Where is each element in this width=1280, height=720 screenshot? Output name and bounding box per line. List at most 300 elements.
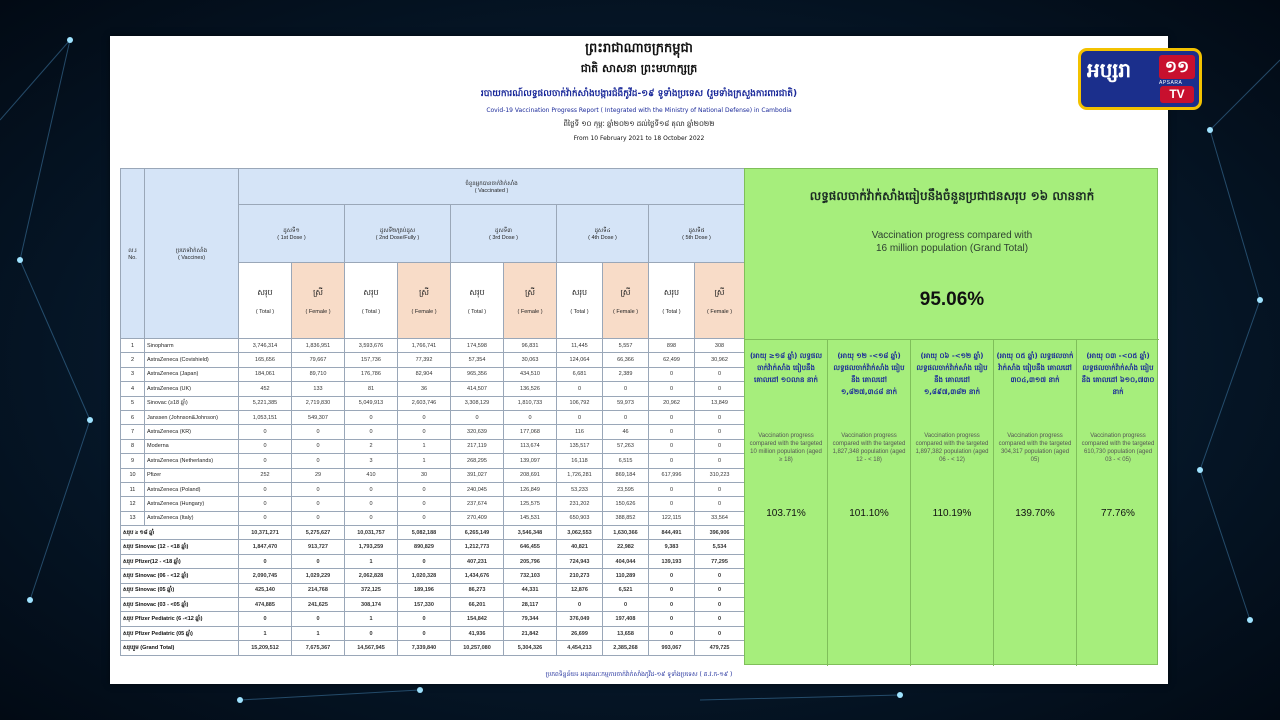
cell-value: 0: [239, 439, 292, 453]
cell-value: 0: [398, 425, 451, 439]
cell-value: 14,567,945: [345, 641, 398, 655]
subtotal-row: [121, 526, 745, 540]
cell-value: 0: [504, 410, 557, 424]
cell-value: 66,201: [451, 598, 504, 612]
cell-value: 4,454,213: [557, 641, 603, 655]
progress-title-khmer: លទ្ធផលចាក់វ៉ាក់សាំងធៀបនឹងចំនួនប្រជាជនសរុប ១៦ លាននាក់: [809, 189, 1095, 203]
cell-value: 20,962: [649, 396, 695, 410]
cell-value: 33,564: [695, 511, 745, 525]
cell-value: 479,725: [695, 641, 745, 655]
cell-value: 0: [292, 612, 345, 626]
table-row: [121, 367, 745, 381]
table-row: [121, 511, 745, 525]
age-group-label-khmer: (អាយុ ១២ -<១៨ ឆ្នាំ) លទ្ធផលចាក់វ៉ាក់សាំង ធៀបនឹង គោលដៅ ១,៨២៧,៣៤៨ នាក់: [833, 352, 905, 396]
cell-value: 0: [649, 626, 695, 640]
age-group-label-khmer: (អាយុ ≥១៨ ឆ្នាំ) លទ្ធផលចាក់វ៉ាក់សាំង ធៀបនឹង គោលដៅ ១០លាន នាក់: [749, 352, 823, 384]
row-number: 5: [121, 396, 145, 410]
cell-value: 1: [398, 439, 451, 453]
cell-value: 116: [557, 425, 603, 439]
cell-value: 0: [649, 454, 695, 468]
cell-value: 177,068: [504, 425, 557, 439]
cell-value: 57,354: [451, 353, 504, 367]
cell-value: 3,746,314: [239, 339, 292, 353]
cell-value: 1: [345, 554, 398, 568]
cell-value: 0: [695, 454, 745, 468]
cell-value: 0: [695, 626, 745, 640]
cell-value: 77,295: [695, 554, 745, 568]
cell-value: 0: [649, 410, 695, 424]
total-subheader: សរុប ( Total ): [345, 263, 398, 339]
cell-value: 0: [695, 497, 745, 511]
cell-value: 0: [649, 497, 695, 511]
cell-value: 133: [292, 382, 345, 396]
cell-value: 890,829: [398, 540, 451, 554]
age-group-percent: 139.70%: [1015, 508, 1055, 519]
subtotal-label: សរុប Sinovac (12 - <18 ឆ្នាំ): [121, 540, 239, 554]
age-group-percent: 101.10%: [849, 508, 889, 519]
cell-value: 122,115: [649, 511, 695, 525]
cell-value: 0: [398, 482, 451, 496]
row-number: 12: [121, 497, 145, 511]
vaccine-name: AstraZeneca (Poland): [145, 482, 239, 496]
cell-value: 205,796: [504, 554, 557, 568]
age-group-percent: 110.19%: [932, 508, 972, 519]
cell-value: 0: [695, 612, 745, 626]
female-subheader: ស្រី ( Female ): [292, 263, 345, 339]
age-group-label-english: Vaccination progress compared with the targeted 610,730 population (aged 03 - < 05): [1081, 433, 1155, 463]
subtotal-label: សរុប Sinovac (03 - <05 ឆ្នាំ): [121, 598, 239, 612]
cell-value: 0: [649, 482, 695, 496]
cell-value: 3,546,348: [504, 526, 557, 540]
cell-value: 26,699: [557, 626, 603, 640]
cell-value: 965,356: [451, 367, 504, 381]
age-group-columns: [745, 339, 1159, 666]
cell-value: 0: [695, 382, 745, 396]
cell-value: 197,408: [603, 612, 649, 626]
cell-value: 0: [345, 626, 398, 640]
cell-value: 0: [649, 569, 695, 583]
cell-value: 136,526: [504, 382, 557, 396]
cell-value: 13,658: [603, 626, 649, 640]
cell-value: 732,103: [504, 569, 557, 583]
cell-value: 214,768: [292, 583, 345, 597]
cell-value: 10,031,757: [345, 526, 398, 540]
cell-value: 1,053,151: [239, 410, 292, 424]
cell-value: 0: [398, 626, 451, 640]
row-number: 2: [121, 353, 145, 367]
cell-value: 174,598: [451, 339, 504, 353]
female-subheader: ស្រី ( Female ): [695, 263, 745, 339]
cell-value: 5,557: [603, 339, 649, 353]
vaccine-name: AstraZeneca (Covishield): [145, 353, 239, 367]
cell-value: 376,049: [557, 612, 603, 626]
cell-value: 30,962: [695, 353, 745, 367]
cell-value: 62,499: [649, 353, 695, 367]
report-document: [110, 36, 1168, 684]
cell-value: 150,626: [603, 497, 649, 511]
vaccine-name: AstraZeneca (Netherlands): [145, 454, 239, 468]
cell-value: 6,515: [603, 454, 649, 468]
cell-value: 396,906: [695, 526, 745, 540]
cell-value: 434,510: [504, 367, 557, 381]
cell-value: 86,273: [451, 583, 504, 597]
cell-value: 0: [649, 583, 695, 597]
cell-value: 3,593,676: [345, 339, 398, 353]
cell-value: 308,174: [345, 598, 398, 612]
cell-value: 10,257,080: [451, 641, 504, 655]
cell-value: 724,943: [557, 554, 603, 568]
cell-value: 126,849: [504, 482, 557, 496]
cell-value: 184,061: [239, 367, 292, 381]
cell-value: 5,534: [695, 540, 745, 554]
cell-value: 0: [292, 454, 345, 468]
cell-value: 110,289: [603, 569, 649, 583]
cell-value: 404,044: [603, 554, 649, 568]
cell-value: 388,852: [603, 511, 649, 525]
table-row: [121, 497, 745, 511]
cell-value: 23,595: [603, 482, 649, 496]
cell-value: 0: [695, 439, 745, 453]
cell-value: 46: [603, 425, 649, 439]
row-number: 3: [121, 367, 145, 381]
row-number: 13: [121, 511, 145, 525]
cell-value: 0: [239, 554, 292, 568]
cell-value: 210,273: [557, 569, 603, 583]
cell-value: 2,389: [603, 367, 649, 381]
table-row: [121, 425, 745, 439]
cell-value: 0: [345, 425, 398, 439]
logo-number: ១១: [1159, 55, 1195, 79]
cell-value: 40,821: [557, 540, 603, 554]
vaccine-name: Sinovac (≥18 ឆ្នាំ): [145, 396, 239, 410]
cell-value: 96,831: [504, 339, 557, 353]
age-group-percent: 77.76%: [1101, 508, 1135, 519]
cell-value: 15,209,512: [239, 641, 292, 655]
cell-value: 28,117: [504, 598, 557, 612]
cell-value: 646,455: [504, 540, 557, 554]
cell-value: 79,667: [292, 353, 345, 367]
age-group-percent: 103.71%: [766, 508, 806, 519]
cell-value: 241,625: [292, 598, 345, 612]
cell-value: 59,973: [603, 396, 649, 410]
dose5-header: ដូសទី៥ ( 5th Dose ): [649, 205, 745, 263]
subtotal-row: [121, 569, 745, 583]
col-no-header: ល.រ No.: [121, 169, 145, 339]
cell-value: 5,082,188: [398, 526, 451, 540]
row-number: 11: [121, 482, 145, 496]
age-group-label-khmer: (អាយុ ០៦ -<១២ ឆ្នាំ) លទ្ធផលចាក់វ៉ាក់សាំង ធៀបនឹង គោលដៅ ១,៨៩៧,៣៨២ នាក់: [916, 352, 988, 396]
cell-value: 6,265,149: [451, 526, 504, 540]
cell-value: 1,766,741: [398, 339, 451, 353]
cell-value: 2,062,828: [345, 569, 398, 583]
cell-value: 2,385,268: [603, 641, 649, 655]
nation-motto: ជាតិ សាសនា ព្រះមហាក្សត្រ: [580, 62, 698, 75]
cell-value: 407,231: [451, 554, 504, 568]
report-title-khmer: របាយការណ៍លទ្ធផលចាក់វ៉ាក់សាំងបង្ការជំងឺកូវីដ-១៩ ទូទាំងប្រទេស (រួមទាំងក្រសួងការពារជាតិ): [480, 89, 798, 99]
cell-value: 1,726,281: [557, 468, 603, 482]
cell-value: 0: [649, 612, 695, 626]
cell-value: 0: [557, 382, 603, 396]
total-subheader: សរុប ( Total ): [649, 263, 695, 339]
cell-value: 1: [398, 454, 451, 468]
subtotal-row: [121, 641, 745, 655]
cell-value: 252: [239, 468, 292, 482]
cell-value: 125,575: [504, 497, 557, 511]
cell-value: 231,202: [557, 497, 603, 511]
vaccine-name: AstraZeneca (Hungary): [145, 497, 239, 511]
cell-value: 549,307: [292, 410, 345, 424]
grand-total-percent: 95.06%: [919, 289, 985, 310]
dose3-header: ដូសទី៣ ( 3rd Dose ): [451, 205, 557, 263]
cell-value: 1,836,951: [292, 339, 345, 353]
cell-value: 3: [345, 454, 398, 468]
cell-value: 6,521: [603, 583, 649, 597]
cell-value: 0: [649, 439, 695, 453]
cell-value: 5,304,326: [504, 641, 557, 655]
cell-value: 310,223: [695, 468, 745, 482]
cell-value: 0: [345, 482, 398, 496]
cell-value: 1,020,328: [398, 569, 451, 583]
vaccine-name: AstraZeneca (KR): [145, 425, 239, 439]
cell-value: 29: [292, 468, 345, 482]
vaccine-name: AstraZeneca (Japan): [145, 367, 239, 381]
cell-value: 13,849: [695, 396, 745, 410]
cell-value: 1,212,773: [451, 540, 504, 554]
row-number: 9: [121, 454, 145, 468]
cell-value: 0: [695, 482, 745, 496]
cell-value: 41,936: [451, 626, 504, 640]
apsara-tv-logo: [1078, 48, 1202, 110]
cell-value: 135,517: [557, 439, 603, 453]
cell-value: 82,904: [398, 367, 451, 381]
female-subheader: ស្រី ( Female ): [504, 263, 557, 339]
subtotal-row: [121, 626, 745, 640]
vaccine-name: Moderna: [145, 439, 239, 453]
subtotal-label: សរុប Pfizer Pediatric (6 -<12 ឆ្នាំ): [121, 612, 239, 626]
cell-value: 0: [239, 425, 292, 439]
cell-value: 0: [649, 382, 695, 396]
dose1-header: ដូសទី១ ( 1st Dose ): [239, 205, 345, 263]
cell-value: 89,710: [292, 367, 345, 381]
cell-value: 308: [695, 339, 745, 353]
cell-value: 79,344: [504, 612, 557, 626]
cell-value: 0: [239, 454, 292, 468]
cell-value: 11,445: [557, 339, 603, 353]
cell-value: 913,727: [292, 540, 345, 554]
cell-value: 650,903: [557, 511, 603, 525]
cell-value: 474,885: [239, 598, 292, 612]
cell-value: 0: [603, 382, 649, 396]
cell-value: 452: [239, 382, 292, 396]
age-group-column: [994, 340, 1077, 666]
total-subheader: សរុប ( Total ): [239, 263, 292, 339]
cell-value: 0: [649, 598, 695, 612]
cell-value: 0: [345, 497, 398, 511]
female-subheader: ស្រី ( Female ): [603, 263, 649, 339]
dose2-header: ដូសទី២/គ្រប់ដូស ( 2nd Dose/Fully ): [345, 205, 451, 263]
cell-value: 0: [239, 497, 292, 511]
subtotal-label: សរុប Pfizer Pediatric (05 ឆ្នាំ): [121, 626, 239, 640]
cell-value: 208,691: [504, 468, 557, 482]
cell-value: 7,675,367: [292, 641, 345, 655]
cell-value: 44,331: [504, 583, 557, 597]
subtotal-label: សរុប Sinovac (06 - <12 ឆ្នាំ): [121, 569, 239, 583]
cell-value: 0: [398, 554, 451, 568]
vaccine-name: AstraZeneca (UK): [145, 382, 239, 396]
cell-value: 1,793,259: [345, 540, 398, 554]
source-footer: ប្រភពទិន្នន័យ៖ អនុគណៈកម្មការចាក់វ៉ាក់សាំងកូវីដ-១៩ ទូទាំងប្រទេស ( គ.វ.ក-១៩ ): [545, 671, 733, 678]
age-group-column: [1077, 340, 1159, 666]
row-number: 8: [121, 439, 145, 453]
cell-value: 2,090,745: [239, 569, 292, 583]
cell-value: 0: [649, 425, 695, 439]
progress-panel: [744, 168, 1158, 665]
age-group-label-english: Vaccination progress compared with the targeted 1,827,348 population (aged 12 - < 18): [832, 433, 906, 463]
vaccine-name: Pfizer: [145, 468, 239, 482]
vaccine-name: Sinopharm: [145, 339, 239, 353]
total-subheader: សរុប ( Total ): [451, 263, 504, 339]
cell-value: 2,603,746: [398, 396, 451, 410]
progress-title-english: Vaccination progress compared with 16 million population (Grand Total): [871, 230, 1033, 254]
cell-value: 0: [451, 410, 504, 424]
vaccination-table: [120, 168, 745, 656]
cell-value: 869,184: [603, 468, 649, 482]
kingdom-title: ព្រះរាជាណាចក្រកម្ពុជា: [585, 41, 693, 56]
cell-value: 237,674: [451, 497, 504, 511]
cell-value: 66,366: [603, 353, 649, 367]
cell-value: 0: [695, 410, 745, 424]
cell-value: 16,118: [557, 454, 603, 468]
subtotal-row: [121, 554, 745, 568]
cell-value: 270,409: [451, 511, 504, 525]
table-row: [121, 454, 745, 468]
cell-value: 0: [603, 598, 649, 612]
report-period-english: From 10 February 2021 to 18 October 2022: [573, 135, 705, 142]
cell-value: 7,339,840: [398, 641, 451, 655]
cell-value: 0: [603, 410, 649, 424]
col-vaccine-header: ប្រភេទវ៉ាក់សាំង ( Vaccines): [145, 169, 239, 339]
cell-value: 21,842: [504, 626, 557, 640]
cell-value: 0: [292, 497, 345, 511]
cell-value: 391,027: [451, 468, 504, 482]
cell-value: 5,275,627: [292, 526, 345, 540]
cell-value: 844,491: [649, 526, 695, 540]
cell-value: 0: [292, 482, 345, 496]
subtotal-row: [121, 583, 745, 597]
vaccine-name: Janssen (Johnson&Johnson): [145, 410, 239, 424]
cell-value: 0: [695, 583, 745, 597]
cell-value: 12,876: [557, 583, 603, 597]
cell-value: 0: [695, 367, 745, 381]
cell-value: 145,531: [504, 511, 557, 525]
report-title-english: Covid-19 Vaccination Progress Report ( Integrated with the Ministry of National Defense) in Cambodia: [486, 107, 792, 114]
cell-value: 81: [345, 382, 398, 396]
row-number: 4: [121, 382, 145, 396]
cell-value: 154,842: [451, 612, 504, 626]
cell-value: 1: [292, 626, 345, 640]
cell-value: 0: [239, 511, 292, 525]
cell-value: 30,063: [504, 353, 557, 367]
cell-value: 157,736: [345, 353, 398, 367]
cell-value: 0: [557, 410, 603, 424]
subtotal-label: សរុប Sinovac (05 ឆ្នាំ): [121, 583, 239, 597]
subtotal-label: សរុប Pfizer(12 - <18 ឆ្នាំ): [121, 554, 239, 568]
cell-value: 176,786: [345, 367, 398, 381]
cell-value: 1,434,676: [451, 569, 504, 583]
subtotal-label: សរុបរួម (Grand Total): [121, 641, 239, 655]
cell-value: 0: [292, 425, 345, 439]
cell-value: 0: [292, 511, 345, 525]
cell-value: 425,140: [239, 583, 292, 597]
table-row: [121, 439, 745, 453]
cell-value: 1: [239, 626, 292, 640]
age-group-column: [745, 340, 828, 666]
cell-value: 0: [557, 598, 603, 612]
age-group-label-english: Vaccination progress compared with the targeted 10 million population (aged ≥ 18): [749, 433, 823, 463]
table-row: [121, 410, 745, 424]
cell-value: 617,996: [649, 468, 695, 482]
cell-value: 0: [292, 554, 345, 568]
logo-text: អប្សរា: [1087, 58, 1132, 82]
row-number: 7: [121, 425, 145, 439]
cell-value: 189,196: [398, 583, 451, 597]
cell-value: 0: [345, 410, 398, 424]
cell-value: 1,810,733: [504, 396, 557, 410]
cell-value: 106,792: [557, 396, 603, 410]
cell-value: 1,029,229: [292, 569, 345, 583]
cell-value: 2,719,830: [292, 396, 345, 410]
cell-value: 36: [398, 382, 451, 396]
cell-value: 1: [345, 612, 398, 626]
cell-value: 0: [398, 410, 451, 424]
cell-value: 10,371,271: [239, 526, 292, 540]
cell-value: 5,221,385: [239, 396, 292, 410]
cell-value: 0: [292, 439, 345, 453]
report-period-khmer: ពីថ្ងៃទី ១០ កុម្ភៈ ឆ្នាំ២០២១ ដល់ថ្ងៃទី១៨ តុលា ឆ្នាំ២០២២: [563, 120, 715, 128]
cell-value: 268,295: [451, 454, 504, 468]
cell-value: 113,674: [504, 439, 557, 453]
cell-value: 240,045: [451, 482, 504, 496]
cell-value: 5,049,913: [345, 396, 398, 410]
cell-value: 9,383: [649, 540, 695, 554]
cell-value: 0: [398, 612, 451, 626]
cell-value: 6,681: [557, 367, 603, 381]
cell-value: 0: [345, 511, 398, 525]
cell-value: 0: [695, 569, 745, 583]
cell-value: 0: [239, 612, 292, 626]
table-row: [121, 468, 745, 482]
cell-value: 157,330: [398, 598, 451, 612]
logo-tv: TV: [1160, 86, 1194, 103]
subtotal-row: [121, 598, 745, 612]
cell-value: 0: [649, 367, 695, 381]
cell-value: 3,308,129: [451, 396, 504, 410]
age-group-label-english: Vaccination progress compared with the targeted 1,897,382 population (aged 06 - < 12): [915, 433, 989, 463]
subtotal-row: [121, 612, 745, 626]
cell-value: 53,233: [557, 482, 603, 496]
cell-value: 0: [239, 482, 292, 496]
female-subheader: ស្រី ( Female ): [398, 263, 451, 339]
table-row: [121, 482, 745, 496]
table-row: [121, 382, 745, 396]
cell-value: 30: [398, 468, 451, 482]
vaccine-name: AstraZeneca (Italy): [145, 511, 239, 525]
age-group-column: [911, 340, 994, 666]
cell-value: 0: [695, 598, 745, 612]
logo-brand: APSARA: [1159, 80, 1183, 86]
cell-value: 3,062,553: [557, 526, 603, 540]
cell-value: 22,982: [603, 540, 649, 554]
